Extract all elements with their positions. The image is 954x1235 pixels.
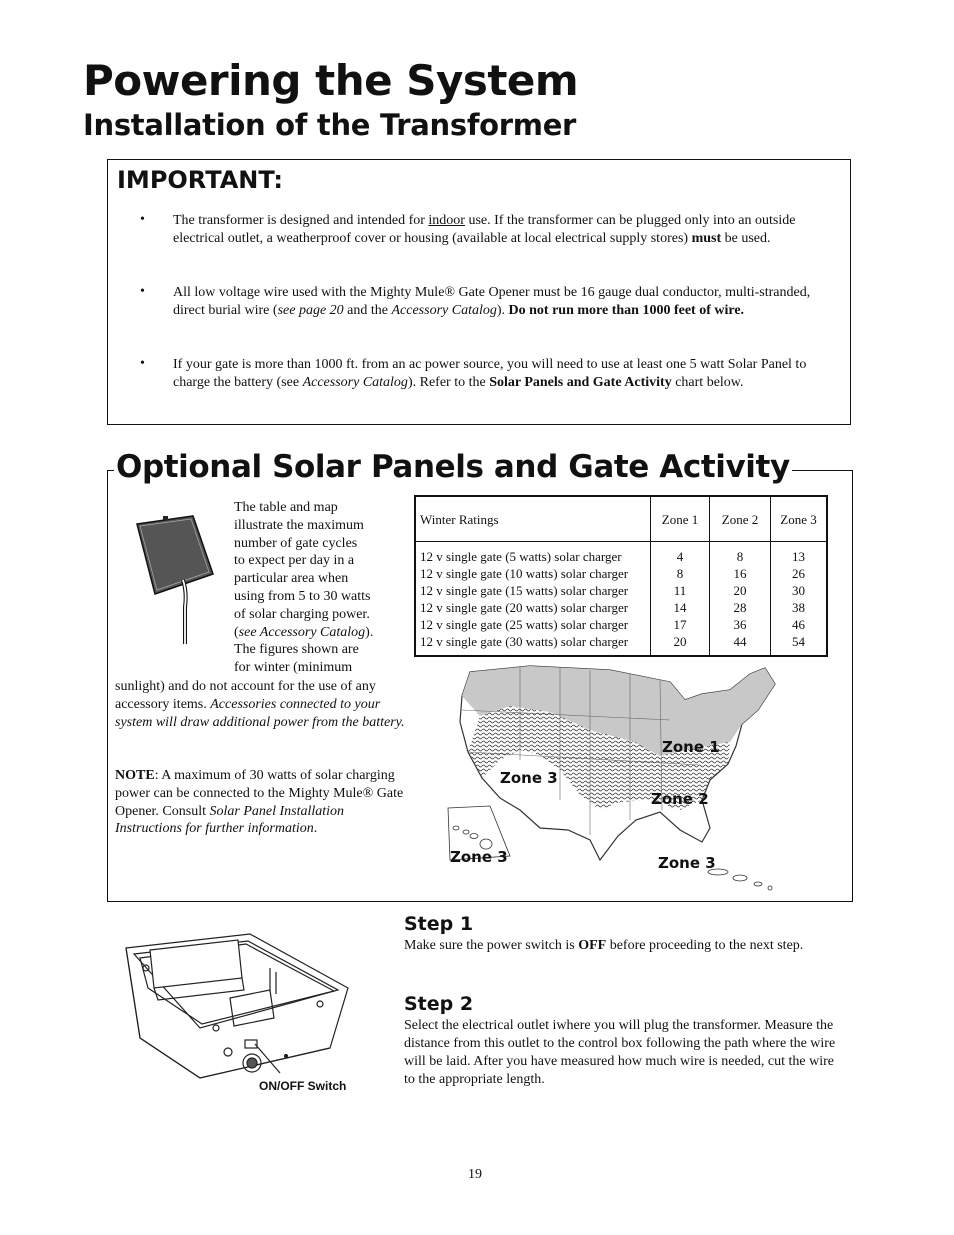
header-zone-2: Zone 2 <box>710 496 771 542</box>
solar-note: NOTE: A maximum of 30 watts of solar charging power can be connected to the Mighty Mule® Gate Opener. Consult Solar Panel Installation Instructions for further information. <box>115 768 404 837</box>
important-bullet-1: The transformer is designed and intended for indoor use. If the transformer can be plugged only into an outside electrical outlet, a weatherproof cover or housing (available at local electrical supply stores) must be used. <box>173 213 796 246</box>
map-label-zone-1: Zone 1 <box>662 738 720 756</box>
control-box-illustration <box>120 928 352 1084</box>
header-winter-ratings: Winter Ratings <box>415 496 651 542</box>
solar-intro: The table and map illustrate the maximum number of gate cycles to expect per day in a particular area when using from 5 to 30 watts of solar charging power. (see Accessory Catalog). The figures shown are for winter (minimum <box>234 500 374 676</box>
on-off-switch-label: ON/OFF Switch <box>259 1079 347 1093</box>
header-zone-3: Zone 3 <box>771 496 828 542</box>
bullet-glyph: • <box>140 212 145 227</box>
winter-ratings-table <box>414 495 828 657</box>
page-title: Powering the System <box>83 56 579 105</box>
step-2-text: Select the electrical outlet iwhere you will plug the transformer. Measure the distance from this outlet to the control box following the path where the wire will be laid. After you have measured how much wire is needed, cut the wire to the appropriate length. <box>404 1018 836 1087</box>
page-number: 19 <box>468 1167 482 1182</box>
important-heading: IMPORTANT: <box>117 166 284 194</box>
bullet-glyph: • <box>140 356 145 371</box>
solar-heading: Optional Solar Panels and Gate Activity <box>114 446 792 488</box>
zone-3-values: 13 26 30 38 46 54 <box>771 542 828 657</box>
important-bullet-3: If your gate is more than 1000 ft. from an ac power source, you will need to use at least one 5 watt Solar Panel to charge the battery (see Accessory Catalog). Refer to the Solar Panels and Gate Activity chart below. <box>173 357 807 390</box>
map-label-zone-3-west: Zone 3 <box>500 769 558 787</box>
important-bullet-2: All low voltage wire used with the Mighty Mule® Gate Opener must be 16 gauge dual conductor, multi-stranded, direct burial wire (see page 20 and the Accessory Catalog). Do not run more than 1000 feet of wire. <box>173 285 811 318</box>
map-label-zone-2: Zone 2 <box>651 790 709 808</box>
step-2-title: Step 2 <box>404 993 474 1015</box>
step-1-text: Make sure the power switch is OFF before proceeding to the next step. <box>404 938 804 953</box>
table-header-row <box>415 496 827 542</box>
row-label: 12 v single gate (5 watts) solar charger 12 v single gate (10 watts) solar charger 12 v single gate (15 watts) solar charger 12 v single gate (20 watts) solar charger 12 v single gate (25 watts) solar charger 12 v single gate (30 watts) solar charger <box>420 549 629 649</box>
map-label-zone-3-hawaii: Zone 3 <box>450 848 508 866</box>
zone-2-values: 8 16 20 28 36 44 <box>710 542 771 657</box>
solar-panel-icon <box>125 512 225 652</box>
map-label-zone-3-south: Zone 3 <box>658 854 716 872</box>
zone-1-values: 4 8 11 14 17 20 <box>651 542 710 657</box>
bullet-glyph: • <box>140 284 145 299</box>
header-zone-1: Zone 1 <box>651 496 710 542</box>
step-1-title: Step 1 <box>404 913 474 935</box>
page-subtitle: Installation of the Transformer <box>83 108 577 142</box>
table-row <box>415 542 827 657</box>
solar-accessories-text: sunlight) and do not account for the use of any accessory items. Accessories connected to your system will draw additional power from the battery. <box>115 679 405 730</box>
